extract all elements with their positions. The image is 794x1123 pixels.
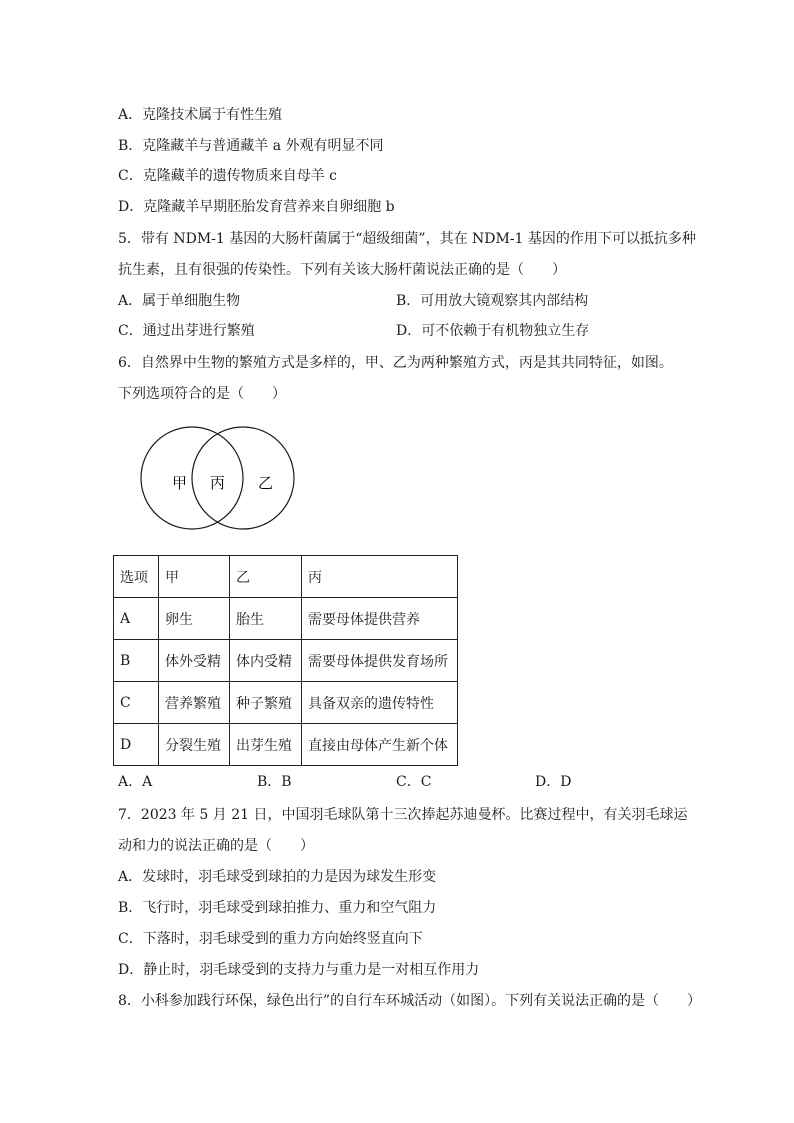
table-cell: B xyxy=(114,640,159,682)
table-cell: D xyxy=(114,724,159,766)
venn-diagram xyxy=(140,424,300,534)
table-header-cell: 选项 xyxy=(114,556,159,598)
table-cell: 直接由母体产生新个体 xyxy=(302,724,458,766)
table-cell: 体内受精 xyxy=(230,640,302,682)
q7-option-c: C．下落时，羽毛球受到的重力方向始终竖直向下 xyxy=(118,931,423,947)
table-row xyxy=(114,598,458,640)
q4-option-a: A．克隆技术属于有性生殖 xyxy=(118,107,283,123)
q6-stem-line1: 6．自然界中生物的繁殖方式是多样的，甲、乙为两种繁殖方式，丙是其共同特征，如图。 xyxy=(118,355,673,371)
table-cell: A xyxy=(114,598,159,640)
q5-stem-line1: 5．带有 NDM-1 基因的大肠杆菌属于“超级细菌”，其在 NDM-1 基因的作用下可以抵抗多种 xyxy=(118,231,696,247)
table-cell: 具备双亲的遗传特性 xyxy=(302,682,458,724)
table-row xyxy=(114,640,458,682)
table-cell: 卵生 xyxy=(159,598,230,640)
q6-answer-c: C．C xyxy=(396,774,432,790)
q5-option-d: D．可不依赖于有机物独立生存 xyxy=(396,323,590,339)
q5-stem-line2: 抗生素，且有很强的传染性。下列有关该大肠杆菌说法正确的是（ ） xyxy=(118,262,566,278)
table-cell: 营养繁殖 xyxy=(159,682,230,724)
q8-stem-line1: 8．小科参加践行环保，绿色出行”的自行车环城活动（如图）。下列有关说法正确的是（ ） xyxy=(118,993,702,1009)
q4-option-d: D．克隆藏羊早期胚胎发育营养来自卵细胞 b xyxy=(118,199,395,215)
table-header-cell: 丙 xyxy=(302,556,458,598)
table-header-cell: 乙 xyxy=(230,556,302,598)
q4-option-c: C．克隆藏羊的遗传物质来自母羊 c xyxy=(118,168,338,184)
q7-stem-line2: 动和力的说法正确的是（ ） xyxy=(118,838,314,854)
table-row xyxy=(114,724,458,766)
table-cell: 体外受精 xyxy=(159,640,230,682)
q5-option-b: B．可用放大镜观察其内部结构 xyxy=(396,293,589,309)
q6-answer-d: D．D xyxy=(535,774,572,790)
venn-label-left: 甲 xyxy=(172,474,188,492)
q6-options-table xyxy=(113,555,458,766)
q7-option-b: B．飞行时，羽毛球受到球拍推力、重力和空气阻力 xyxy=(118,900,437,916)
q5-option-c: C．通过出芽进行繁殖 xyxy=(118,323,255,339)
q6-answer-a: A．A xyxy=(118,774,153,790)
q6-stem-line2: 下列选项符合的是（ ） xyxy=(118,386,286,402)
q7-stem-line1: 7．2023 年 5 月 21 日，中国羽毛球队第十三次捧起苏迪曼杯。比赛过程中，有关羽毛球运 xyxy=(118,807,688,823)
q5-option-a: A．属于单细胞生物 xyxy=(118,293,241,309)
q7-option-d: D．静止时，羽毛球受到的支持力与重力是一对相互作用力 xyxy=(118,962,480,978)
table-header-cell: 甲 xyxy=(159,556,230,598)
table-cell: 分裂生殖 xyxy=(159,724,230,766)
q4-option-b: B．克隆藏羊与普通藏羊 a 外观有明显不同 xyxy=(118,138,384,154)
table-cell: 需要母体提供发育场所 xyxy=(302,640,458,682)
q7-option-a: A．发球时，羽毛球受到球拍的力是因为球发生形变 xyxy=(118,869,437,885)
table-cell: C xyxy=(114,682,159,724)
venn-label-center: 丙 xyxy=(210,474,226,492)
table-cell: 胎生 xyxy=(230,598,302,640)
venn-label-right: 乙 xyxy=(258,474,274,492)
table-cell: 出芽生殖 xyxy=(230,724,302,766)
table-header-row xyxy=(114,556,458,598)
table-cell: 种子繁殖 xyxy=(230,682,302,724)
table-cell: 需要母体提供营养 xyxy=(302,598,458,640)
q6-answer-b: B．B xyxy=(257,774,292,790)
table-row xyxy=(114,682,458,724)
